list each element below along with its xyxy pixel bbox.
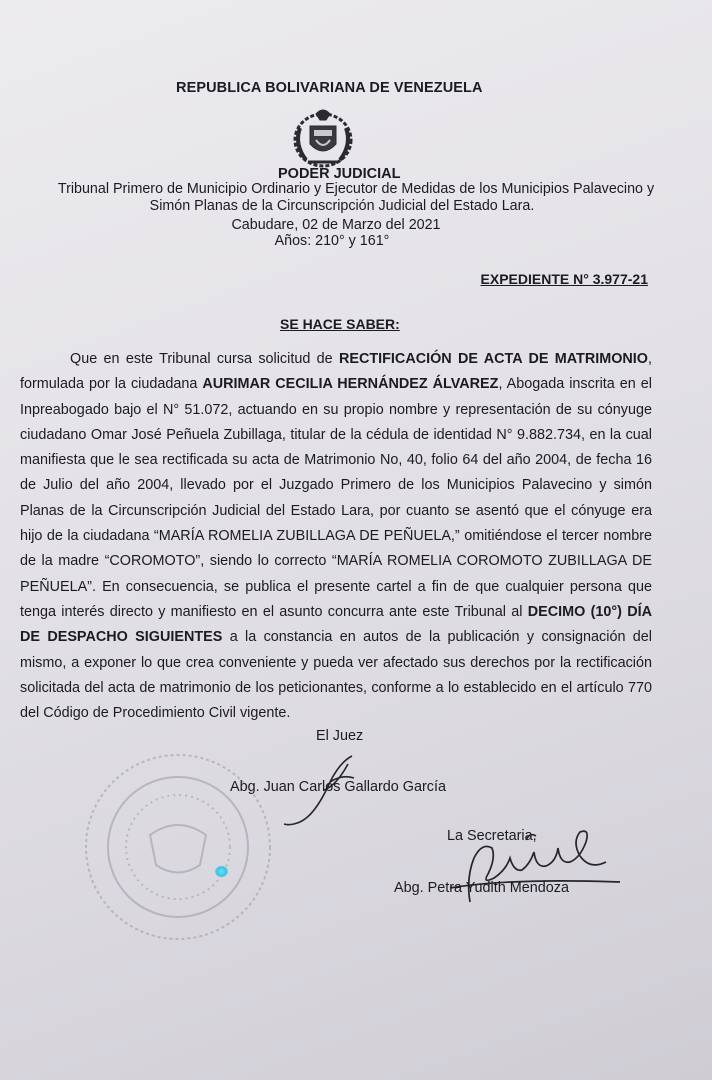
body-text-3: , Abogada inscrita en el Inpreabogado bajo el N° 51.072, actuando en su propio nombre y representación de su cónyuge ciudadano Omar José Peñuela Zubillaga, titular de la cédula de identidad N° 9.882.734, en la cual manifiesta que le sea rectificada su acta de Matrimonio No, 40, folio 64 del año 2004, de fecha 16 de Julio del año 2004, llevado por el Juzgado Primero de los Municipios Palavecino y simón Planas de la Circunscripción Judicial del Estado Lara, por cuanto se asentó que el cónyuge era hijo de la ciudadana “MARÍA ROMELIA ZUBILLAGA DE PEÑUELA,” omitiéndose el tercer nombre de la madre “COROMOTO”, siendo lo correcto “MARÍA ROMELIA COROMOTO ZUBILLAGA DE PEÑUELA”. En consecuencia, se publica el presente cartel a fin de que cualquier persona que tenga interés directo y manifiesto en el asunto concurra ante este Tribunal al: [20, 376, 652, 620]
body-text-2: , formulada por la ciudadana: [20, 351, 652, 393]
judicial-power-heading: PODER JUDICIAL: [278, 166, 401, 182]
judge-name: Abg. Juan Carlos Gallardo García: [230, 779, 446, 795]
secretary-name: Abg. Petra Yudith Mendoza: [394, 880, 569, 896]
years-line: Años: 210° y 161°: [274, 233, 390, 249]
notice-body: [20, 347, 652, 726]
coat-of-arms-icon: [286, 104, 360, 172]
secretary-title: La Secretaria,: [447, 828, 537, 844]
tribunal-line-1: Tribunal Primero de Municipio Ordinario y Ejecutor de Medidas de los Municipios Palavecino y: [57, 181, 655, 197]
body-text-1: Que en este Tribunal cursa solicitud de: [70, 351, 339, 367]
case-number: EXPEDIENTE N° 3.977-21: [480, 271, 648, 287]
republic-heading: REPUBLICA BOLIVARIANA DE VENEZUELA: [176, 80, 483, 96]
body-bold-2: AURIMAR CECILIA HERNÁNDEZ ÁLVAREZ: [202, 376, 499, 393]
marker-dot: [215, 866, 228, 877]
judge-title: El Juez: [316, 728, 364, 744]
secretary-signature-icon: [430, 818, 630, 910]
body-bold-3: DECIMO (10°) DÍA DE DESPACHO SIGUIENTES: [20, 603, 652, 646]
body-text-4: a la constancia en autos de la publicación y consignación del mismo, a exponer lo que crea conveniente y pueda ver afectado sus derechos por la rectificación solicitada del acta de matrimonio de los peticionantes, conforme a lo establecido en el artículo 770 del Código de Procedimiento Civil vigente.: [20, 629, 652, 722]
court-stamp-icon: [70, 735, 280, 950]
body-bold-1: RECTIFICACIÓN DE ACTA DE MATRIMONIO: [338, 351, 648, 367]
date-line: Cabudare, 02 de Marzo del 2021: [231, 217, 441, 233]
tribunal-line-2: Simón Planas de la Circunscripción Judicial del Estado Lara.: [149, 198, 535, 214]
notice-title: SE HACE SABER:: [280, 316, 400, 332]
